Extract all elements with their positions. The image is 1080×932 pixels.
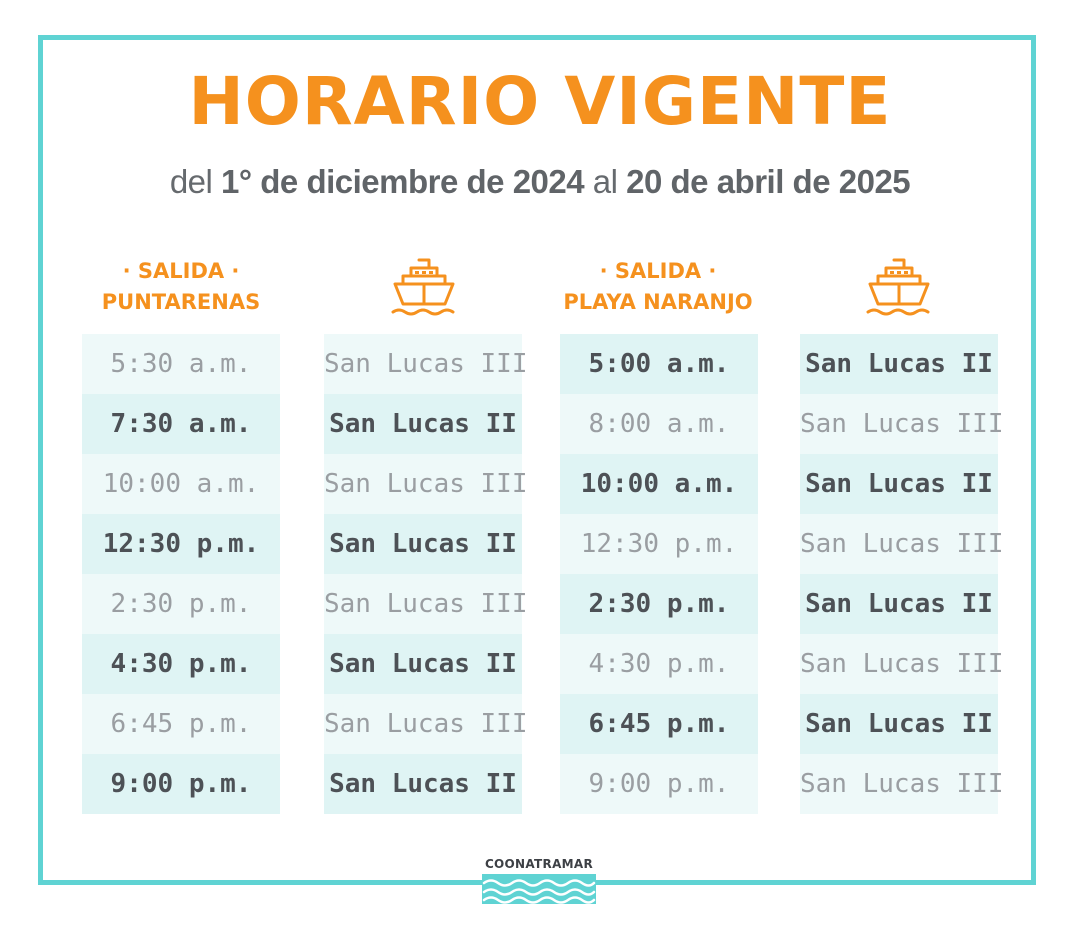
ship-name: San Lucas II <box>800 454 998 514</box>
departure-time: 5:00 a.m. <box>560 334 758 394</box>
naranjo-ships-column <box>800 334 1004 814</box>
departure-time: 9:00 p.m. <box>82 754 280 814</box>
ship-name: San Lucas III <box>800 754 998 814</box>
departure-time: 12:30 p.m. <box>82 514 280 574</box>
departure-time: 10:00 a.m. <box>82 454 280 514</box>
puntarenas-ships-column <box>324 334 528 814</box>
departure-time: 7:30 a.m. <box>82 394 280 454</box>
subtitle-connector: al <box>584 163 627 200</box>
ship-icon <box>389 254 459 320</box>
ship-name: San Lucas II <box>324 394 522 454</box>
date-range-subtitle <box>0 160 1080 204</box>
departure-time: 4:30 p.m. <box>82 634 280 694</box>
ship-name: San Lucas II <box>800 694 998 754</box>
departure-time: 4:30 p.m. <box>560 634 758 694</box>
header-puntarenas-label: PUNTARENAS <box>101 290 261 314</box>
ship-name: San Lucas III <box>324 694 522 754</box>
header-salida-playa-naranjo <box>540 256 776 318</box>
departure-time: 2:30 p.m. <box>82 574 280 634</box>
departure-time: 9:00 p.m. <box>560 754 758 814</box>
subtitle-end-date: 20 de abril de 2025 <box>626 163 911 200</box>
ship-name: San Lucas II <box>324 514 522 574</box>
ship-name: San Lucas III <box>324 574 522 634</box>
departure-time: 12:30 p.m. <box>560 514 758 574</box>
waves-logo-icon <box>482 874 596 904</box>
ship-icon <box>864 254 934 320</box>
departure-time: 5:30 a.m. <box>82 334 280 394</box>
ship-name: San Lucas II <box>800 334 998 394</box>
subtitle-start-date: 1° de diciembre de 2024 <box>221 163 585 200</box>
ship-name: San Lucas II <box>800 574 998 634</box>
ship-name: San Lucas III <box>324 334 522 394</box>
naranjo-times-column <box>560 334 758 814</box>
ship-name: San Lucas III <box>800 514 998 574</box>
subtitle-prefix: del <box>169 163 222 200</box>
header-playa-naranjo-label: PLAYA NARANJO <box>563 290 753 314</box>
departure-time: 6:45 p.m. <box>560 694 758 754</box>
header-salida-puntarenas <box>82 256 280 318</box>
logo-text: COONATRAMAR <box>470 856 608 872</box>
ship-name: San Lucas II <box>324 634 522 694</box>
departure-time: 8:00 a.m. <box>560 394 758 454</box>
departure-time: 6:45 p.m. <box>82 694 280 754</box>
puntarenas-times-column <box>82 334 280 814</box>
ship-name: San Lucas III <box>800 394 998 454</box>
departure-time: 2:30 p.m. <box>560 574 758 634</box>
ship-name: San Lucas II <box>324 754 522 814</box>
header-salida-label: · SALIDA · <box>122 259 240 283</box>
page-title: HORARIO VIGENTE <box>188 63 892 140</box>
header-salida-label: · SALIDA · <box>599 259 717 283</box>
ship-name: San Lucas III <box>324 454 522 514</box>
departure-time: 10:00 a.m. <box>560 454 758 514</box>
ship-name: San Lucas III <box>800 634 998 694</box>
